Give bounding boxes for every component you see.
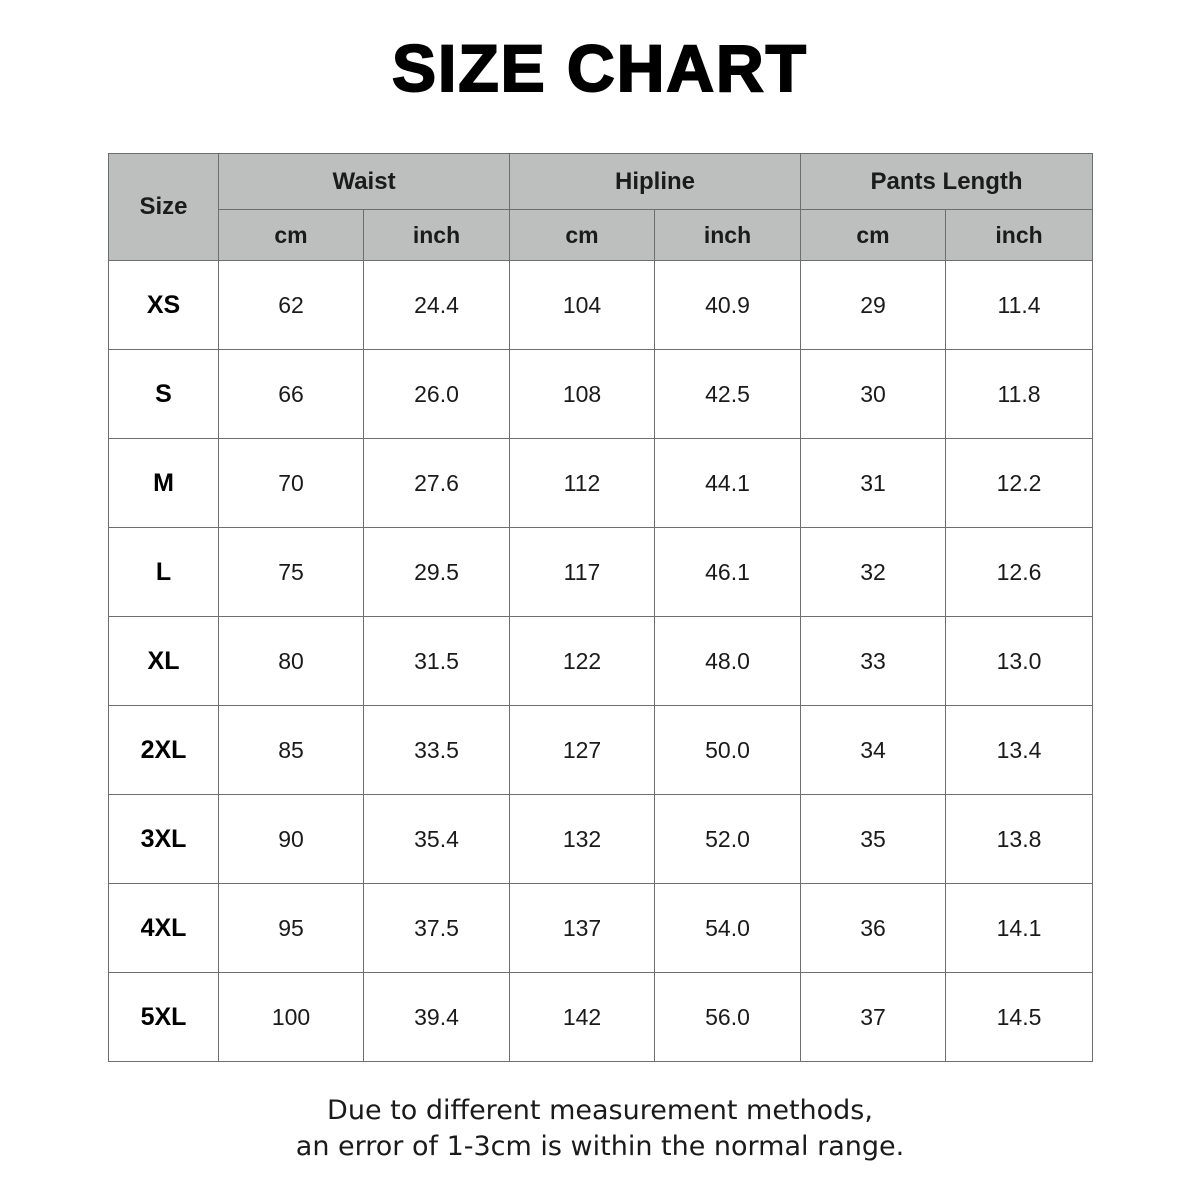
pants-length-group-header: Pants Length (801, 154, 1093, 210)
waist-inch-cell: 29.5 (364, 528, 510, 617)
table-row (109, 350, 1093, 439)
hipline-group-header: Hipline (510, 154, 801, 210)
hipline-cm-cell: 142 (510, 973, 655, 1062)
hipline-inch-cell: 50.0 (655, 706, 801, 795)
hipline-cm-cell: 112 (510, 439, 655, 528)
header-row-units (109, 210, 1093, 261)
waist-cm-header: cm (219, 210, 364, 261)
waist-inch-cell: 31.5 (364, 617, 510, 706)
hipline-cm-cell: 108 (510, 350, 655, 439)
size-label: M (109, 439, 219, 528)
size-label: XL (109, 617, 219, 706)
waist-inch-cell: 37.5 (364, 884, 510, 973)
table-row (109, 528, 1093, 617)
waist-inch-cell: 35.4 (364, 795, 510, 884)
pants-length-inch-cell: 13.4 (946, 706, 1093, 795)
waist-cm-cell: 80 (219, 617, 364, 706)
waist-cm-cell: 95 (219, 884, 364, 973)
table-row (109, 439, 1093, 528)
pants-length-cm-cell: 37 (801, 973, 946, 1062)
size-label: L (109, 528, 219, 617)
hipline-inch-cell: 56.0 (655, 973, 801, 1062)
hipline-cm-cell: 104 (510, 261, 655, 350)
pants-length-cm-cell: 30 (801, 350, 946, 439)
waist-cm-cell: 100 (219, 973, 364, 1062)
pants-length-cm-header: cm (801, 210, 946, 261)
pants-length-inch-cell: 11.8 (946, 350, 1093, 439)
header-row-groups (109, 154, 1093, 210)
table-row (109, 973, 1093, 1062)
size-label: 2XL (109, 706, 219, 795)
pants-length-inch-cell: 13.8 (946, 795, 1093, 884)
hipline-inch-cell: 52.0 (655, 795, 801, 884)
hipline-cm-cell: 132 (510, 795, 655, 884)
waist-cm-cell: 70 (219, 439, 364, 528)
table-row (109, 261, 1093, 350)
waist-group-header: Waist (219, 154, 510, 210)
waist-cm-cell: 75 (219, 528, 364, 617)
size-label: 4XL (109, 884, 219, 973)
table-row (109, 884, 1093, 973)
table-row (109, 795, 1093, 884)
size-label: XS (109, 261, 219, 350)
hipline-cm-cell: 127 (510, 706, 655, 795)
hipline-inch-cell: 54.0 (655, 884, 801, 973)
pants-length-inch-cell: 11.4 (946, 261, 1093, 350)
hipline-inch-cell: 44.1 (655, 439, 801, 528)
waist-inch-cell: 24.4 (364, 261, 510, 350)
pants-length-cm-cell: 35 (801, 795, 946, 884)
pants-length-inch-cell: 12.2 (946, 439, 1093, 528)
table-row (109, 617, 1093, 706)
page-title: SIZE CHART (392, 31, 808, 105)
size-label: 5XL (109, 973, 219, 1062)
hipline-inch-cell: 42.5 (655, 350, 801, 439)
waist-inch-cell: 39.4 (364, 973, 510, 1062)
hipline-cm-cell: 122 (510, 617, 655, 706)
size-label: S (109, 350, 219, 439)
size-column-header: Size (109, 154, 219, 261)
waist-cm-cell: 90 (219, 795, 364, 884)
waist-cm-cell: 62 (219, 261, 364, 350)
hipline-inch-cell: 40.9 (655, 261, 801, 350)
hipline-cm-header: cm (510, 210, 655, 261)
pants-length-cm-cell: 33 (801, 617, 946, 706)
waist-inch-cell: 33.5 (364, 706, 510, 795)
waist-inch-cell: 26.0 (364, 350, 510, 439)
pants-length-inch-cell: 14.1 (946, 884, 1093, 973)
pants-length-cm-cell: 36 (801, 884, 946, 973)
table-row (109, 706, 1093, 795)
waist-inch-cell: 27.6 (364, 439, 510, 528)
hipline-cm-cell: 137 (510, 884, 655, 973)
size-label: 3XL (109, 795, 219, 884)
note-line-1: Due to different measurement methods, (327, 1095, 873, 1126)
pants-length-inch-cell: 12.6 (946, 528, 1093, 617)
pants-length-cm-cell: 32 (801, 528, 946, 617)
pants-length-cm-cell: 31 (801, 439, 946, 528)
waist-inch-header: inch (364, 210, 510, 261)
note-line-2: an error of 1-3cm is within the normal range. (295, 1131, 905, 1162)
hipline-inch-cell: 48.0 (655, 617, 801, 706)
hipline-inch-header: inch (655, 210, 801, 261)
waist-cm-cell: 66 (219, 350, 364, 439)
size-chart-table (108, 153, 1093, 1062)
hipline-cm-cell: 117 (510, 528, 655, 617)
pants-length-cm-cell: 29 (801, 261, 946, 350)
pants-length-inch-cell: 13.0 (946, 617, 1093, 706)
hipline-inch-cell: 46.1 (655, 528, 801, 617)
pants-length-inch-cell: 14.5 (946, 973, 1093, 1062)
pants-length-cm-cell: 34 (801, 706, 946, 795)
pants-length-inch-header: inch (946, 210, 1093, 261)
waist-cm-cell: 85 (219, 706, 364, 795)
measurement-note (0, 1093, 1200, 1165)
